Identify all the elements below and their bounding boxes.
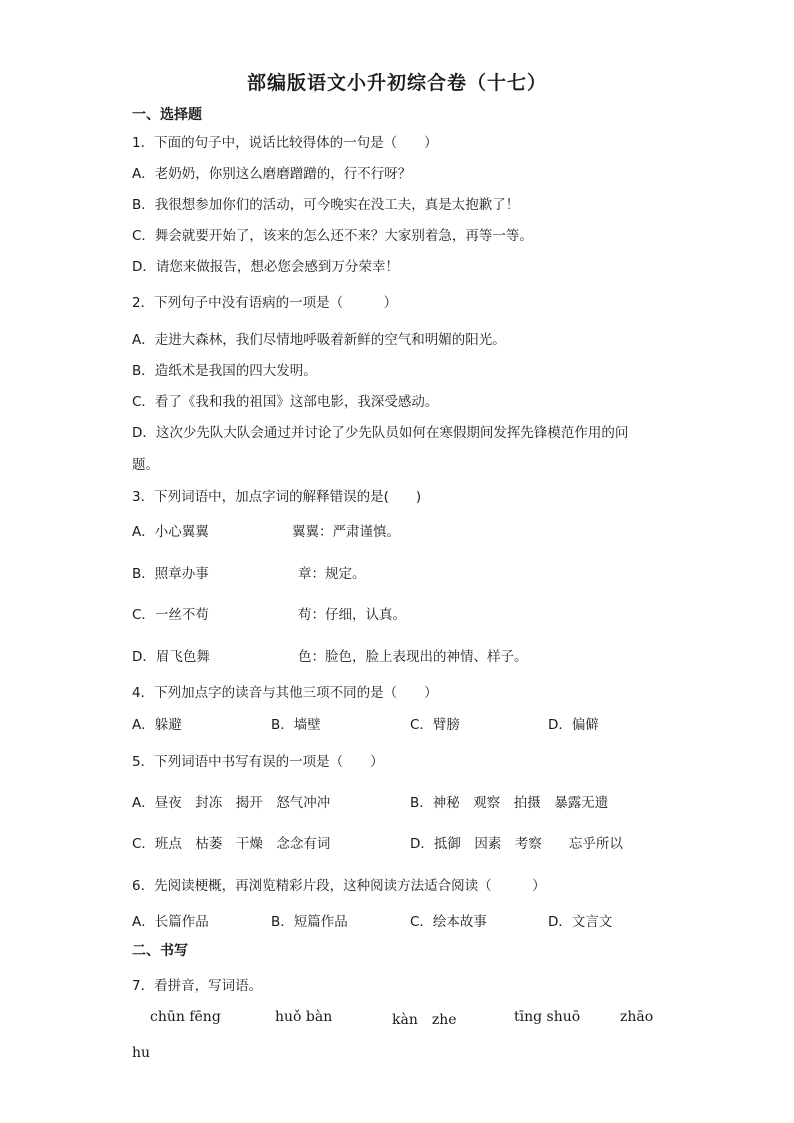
pinyin-item: zhāo (620, 1009, 654, 1025)
question-4-stem: 4．下列加点字的读音与其他三项不同的是（ ） (132, 685, 438, 701)
question-1-option-d: D．请您来做报告，想必您会感到万分荣幸！ (132, 259, 399, 275)
question-3-option-a-word: A．小心翼翼 (132, 524, 209, 540)
question-3-option-b-explanation: 章：规定。 (298, 566, 366, 582)
question-3-option-a-explanation: 翼翼：严肃谨慎。 (292, 524, 400, 540)
question-5-option-b: B．神秘 观察 拍摄 暴露无遗 (410, 795, 609, 811)
question-2-option-b: B．造纸术是我国的四大发明。 (132, 363, 317, 379)
pinyin-item: chūn fēng (150, 1009, 221, 1025)
question-1-option-a: A．老奶奶，你别这么磨磨蹭蹭的，行不行呀？ (132, 166, 412, 182)
question-4-option-a: A．躲避 (132, 717, 182, 733)
question-2-option-d-line2: 题。 (132, 457, 159, 473)
section-heading-choice: 一、选择题 (132, 107, 202, 123)
question-2-option-a: A．走进大森林，我们尽情地呼吸着新鲜的空气和明媚的阳光。 (132, 332, 506, 348)
question-6-option-a: A．长篇作品 (132, 914, 209, 930)
section-heading-writing: 二、书写 (132, 943, 188, 959)
question-3-option-b-word: B．照章办事 (132, 566, 209, 582)
question-5-option-c: C．班点 枯萎 干燥 念念有词 (132, 836, 331, 852)
question-2-option-d-line1: D．这次少先队大队会通过并讨论了少先队员如何在寒假期间发挥先锋模范作用的问 (132, 425, 629, 441)
question-4-option-b: B．墙壁 (271, 717, 321, 733)
pinyin-item: tīng shuō (514, 1009, 581, 1025)
question-4-option-c: C．臂膀 (410, 717, 460, 733)
question-3-stem: 3．下列词语中，加点字词的解释错误的是( ) (132, 489, 422, 505)
question-2-stem: 2．下列句子中没有语病的一项是（ ） (132, 295, 398, 311)
question-3-option-c-word: C．一丝不苟 (132, 607, 209, 623)
question-3-option-d-explanation: 色：脸色，脸上表现出的神情、样子。 (298, 649, 528, 665)
question-6-option-c: C．绘本故事 (410, 914, 487, 930)
pinyin-item: huǒ bàn (275, 1009, 333, 1025)
question-6-option-d: D．文言文 (548, 914, 613, 930)
question-1-stem: 1．下面的句子中，说话比较得体的一句是（ ） (132, 135, 438, 151)
question-1-option-c: C．舞会就要开始了，该来的怎么还不来？大家别着急，再等一等。 (132, 228, 533, 244)
question-6-option-b: B．短篇作品 (271, 914, 348, 930)
question-5-option-d: D．抵御 因素 考察 忘乎所以 (410, 836, 623, 852)
pinyin-item: hu (132, 1045, 151, 1061)
page-title: 部编版语文小升初综合卷（十七） (246, 72, 547, 94)
question-4-option-d: D．偏僻 (548, 717, 599, 733)
question-5-stem: 5．下列词语中书写有误的一项是（ ） (132, 754, 384, 770)
question-3-option-d-word: D．眉飞色舞 (132, 649, 210, 665)
question-7-stem: 7．看拼音，写词语。 (132, 978, 263, 994)
question-1-option-b: B．我很想参加你们的活动，可今晚实在没工夫，真是太抱歉了！ (132, 197, 520, 213)
question-6-stem: 6．先阅读梗概，再浏览精彩片段，这种阅读方法适合阅读（ ） (132, 878, 546, 894)
question-3-option-c-explanation: 苟：仔细，认真。 (298, 607, 406, 623)
question-2-option-c: C．看了《我和我的祖国》这部电影，我深受感动。 (132, 394, 439, 410)
pinyin-item: kàn zhe (392, 1012, 457, 1028)
question-5-option-a: A．昼夜 封冻 揭开 怒气冲冲 (132, 795, 331, 811)
